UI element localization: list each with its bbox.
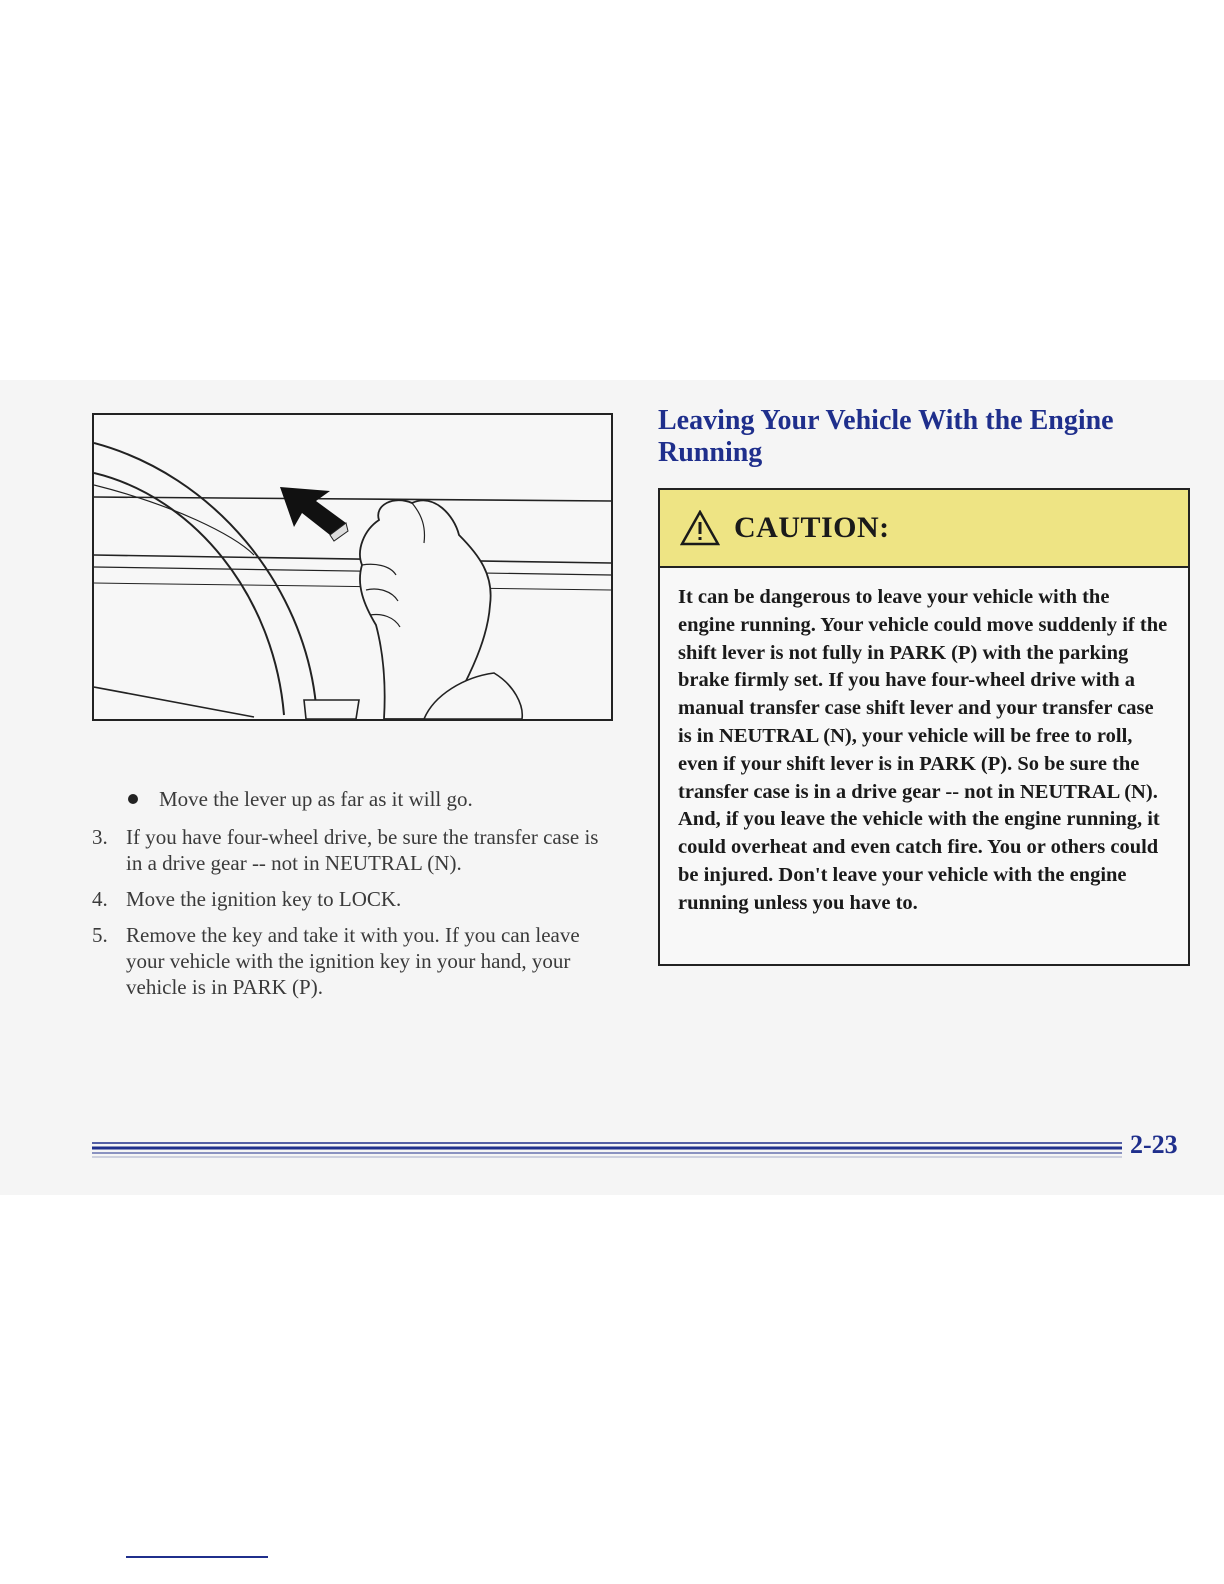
footer-rule [92, 1140, 1122, 1160]
instruction-list [92, 786, 612, 1010]
list-item-text: If you have four-wheel drive, be sure the transfer case is in a drive gear -- not in NEUTRAL (N). [126, 825, 599, 875]
list-item [92, 786, 612, 812]
warning-triangle-icon [680, 510, 720, 546]
list-item [92, 824, 612, 876]
caution-text: It can be dangerous to leave your vehicle with the engine running. Your vehicle could move suddenly if the shift lever is not fully in PARK (P) with the parking brake firmly set. If you have four-wheel drive with a manual transfer case shift lever and your transfer case is in NEUTRAL (N), your vehicle will be free to roll, even if your shift lever is in PARK (P). So be sure the transfer case is in a drive gear -- not in NEUTRAL (N). And, if you leave the vehicle with the engine running, it could overheat and even catch fire. You or others could be injured. Don't leave your vehicle with the engine running unless you have to. [678, 586, 1168, 914]
bottom-divider [126, 1556, 268, 1558]
list-item [92, 886, 612, 912]
step-number: 5. [92, 923, 108, 947]
list-item-text: Move the lever up as far as it will go. [159, 787, 473, 811]
section-heading: Leaving Your Vehicle With the Engine Running [658, 405, 1114, 468]
caution-box [658, 488, 1190, 966]
bullet-icon [128, 794, 138, 804]
caution-title: CAUTION: [734, 511, 890, 544]
step-number: 4. [92, 887, 108, 911]
list-item [92, 922, 612, 1000]
shift-lever-illustration [92, 413, 613, 721]
caution-header [660, 490, 1188, 568]
list-item-text: Move the ignition key to LOCK. [126, 887, 402, 911]
list-item-text: Remove the key and take it with you. If you can leave your vehicle with the ignition key in your hand, your vehicle is in PARK (P). [126, 923, 580, 999]
step-number: 3. [92, 825, 108, 849]
page-number: 2-23 [1130, 1130, 1178, 1159]
